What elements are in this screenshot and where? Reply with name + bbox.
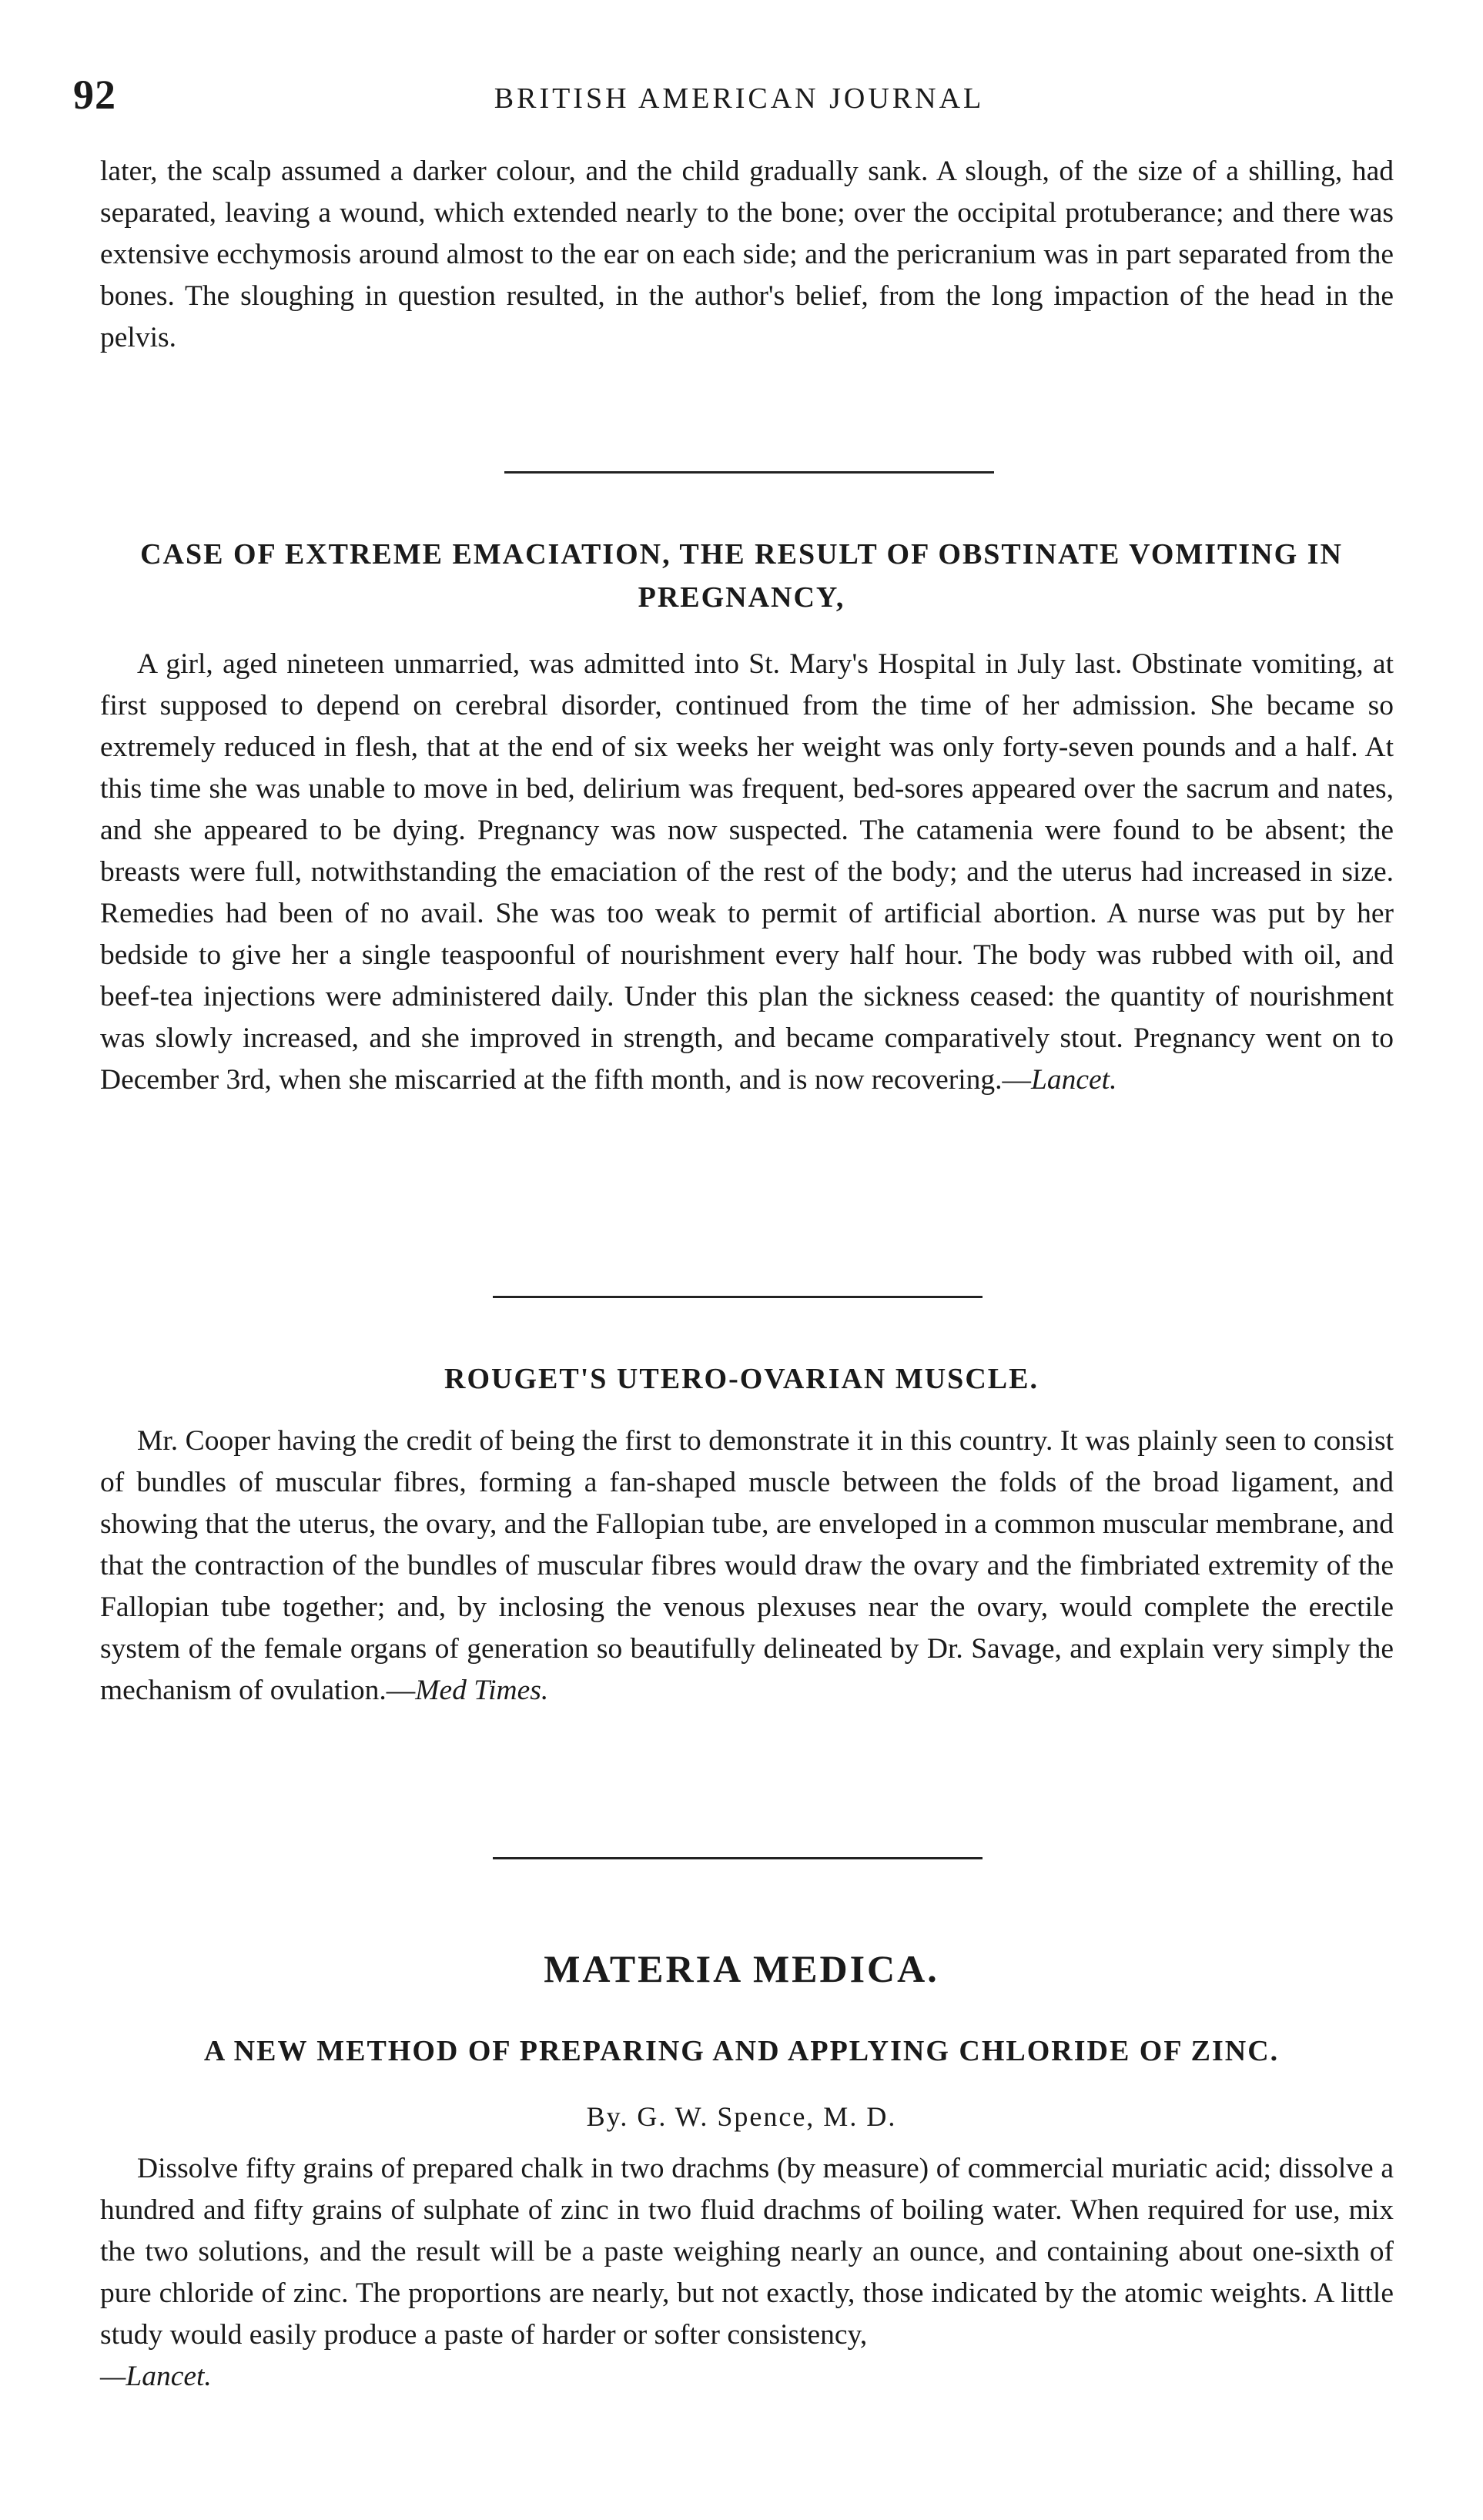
divider-rule: [493, 1857, 983, 1859]
source-citation: Med Times.: [415, 1675, 549, 1706]
article-text: A girl, aged nineteen unmarried, was admitted into St. Mary's Hospital in July last. Obstinate vomiting, at first supposed to depend on cerebral disorder, continued from the time of her admission. She became so extremely reduced in flesh, that at the end of six weeks her weight was only forty-seven pounds and a half. At this time she was unable to move in bed, delirium was frequent, bed-sores appeared over the sacrum and nates, and she appeared to be dying. Pregnancy was now suspected. The catamenia were found to be absent; the breasts were full, notwithstanding the emaciation of the rest of the body; and the uterus had increased in size. Remedies had been of no avail. She was too weak to permit of artificial abortion. A nurse was put by her bedside to give her a single teaspoonful of nourishment every half hour. The body was rubbed with oil, and beef-tea injections were administered daily. Under this plan the sickness ceased: the quantity of nourishment was slowly increased, and she improved in strength, and became comparatively stout. Pregnancy went on to December 3rd, when she miscarried at the fifth month, and is now recovering.—: [100, 648, 1394, 1096]
article-title-chloride-of-zinc: A NEW METHOD OF PREPARING AND APPLYING CHLORIDE OF ZINC.: [203, 2035, 1280, 2067]
article-paragraph: [100, 2148, 1394, 2398]
source-citation: —Lancet.: [100, 2361, 212, 2392]
article-body-rouget: [100, 1421, 1394, 1712]
page-header: [73, 71, 1405, 132]
article-text: Dissolve fifty grains of prepared chalk in two drachms (by measure) of commercial muriatic acid; dissolve a hundred and fifty grains of sulphate of zinc in two fluid drachms of boiling water. When required for use, mix the two solutions, and the result will be a paste weighing nearly an ounce, and containing about one-sixth of pure chloride of zinc. The proportions are nearly, but not exactly, those indicated by the atomic weights. A little study would easily produce a paste of harder or softer consistency,: [100, 2153, 1394, 2351]
running-head: BRITISH AMERICAN JOURNAL: [494, 82, 985, 115]
section-title: MATERIA MEDICA.: [544, 1947, 939, 1990]
article-paragraph: [100, 1421, 1394, 1712]
page-number: 92: [73, 72, 116, 118]
article-title-rouget: ROUGET'S UTERO-OVARIAN MUSCLE.: [444, 1363, 1039, 1395]
article-title-emaciation: CASE OF EXTREME EMACIATION, THE RESULT OF OBSTINATE VOMITING IN PREGNANCY,: [140, 538, 1343, 614]
divider-rule: [493, 1296, 983, 1298]
author-byline: By. G. W. Spence, M. D.: [586, 2101, 897, 2132]
divider-rule: [504, 471, 994, 474]
source-citation: Lancet.: [1031, 1064, 1117, 1096]
article-text: Mr. Cooper having the credit of being the first to demonstrate it in this country. It was plainly seen to consist of bundles of muscular fibres, forming a fan-shaped muscle between the folds of the broad ligament, and showing that the uterus, the ovary, and the Fallopian tube, are enveloped in a common muscular membrane, and that the contraction of the bundles of muscular fibres would draw the ovary and the fimbriated extremity of the Fallopian tube together; and, by inclosing the venous plexuses near the ovary, would complete the erectile system of the female organs of generation so beautifully delineated by Dr. Savage, and explain very simply the mechanism of ovulation.—: [100, 1425, 1394, 1706]
article-body-emaciation: [100, 644, 1394, 1101]
article-paragraph: [100, 644, 1394, 1101]
continued-paragraph: later, the scalp assumed a darker colour, and the child gradually sank. A slough, of the size of a shilling, had separated, leaving a wound, which extended nearly to the bone; over the occipital protuberance; and there was extensive ecchymosis around almost to the ear on each side; and the pericranium was in part separated from the bones. The sloughing in question resulted, in the author's belief, from the long impaction of the head in the pelvis.: [100, 156, 1394, 353]
article-body-chloride-of-zinc: [100, 2148, 1394, 2398]
continued-paragraph-block: [100, 151, 1394, 359]
